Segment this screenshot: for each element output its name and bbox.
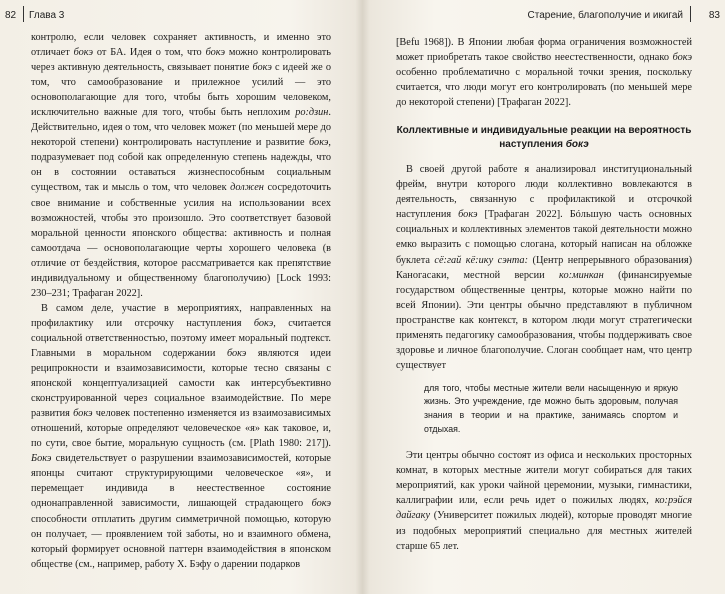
block-quote — [424, 382, 678, 436]
text-run: способности отплатить другим симметричной помощью, которую он получает, — проявлением той заботы, но и взаимного обмена, который формирует основной паттерн взаимодействия в японском обществе (см., например, работу Х. Бэфу о дарении подарков — [31, 513, 331, 570]
text-run: являются идеи реципрокности и взаимозависимости, которые тесно связаны с японской концептуализацией самости как интерсубъективно сконструированной через социальное взаимодействие. По мере развития — [31, 347, 332, 420]
text-run: можно контролировать через активную деятельность, связывает понятие — [31, 47, 331, 74]
italic-term: бокэ — [252, 62, 272, 74]
left-page — [0, 0, 362, 594]
text-run: от БА. Идея о том, что — [93, 47, 206, 59]
text-run: особенно проблематично с моральной точки зрения, поскольку считается, что люди могут его контролировать (по меньшей мере до некоторой степени) [Трафаган 2022]. — [396, 67, 692, 109]
italic-term: бокэ — [73, 408, 93, 420]
text-run: . Действительно, идея о том, что человек может (по меньшей мере до некоторой степени) контролировать наступление и развитие — [31, 107, 331, 149]
italic-term: Бокэ — [31, 453, 52, 465]
italic-term: ко:рэйся дайгаку — [396, 495, 692, 522]
italic-term: ро:дзин — [295, 107, 329, 119]
italic-term: бокэ — [73, 47, 94, 59]
paragraph — [31, 301, 331, 572]
text-run: (финансируемые государством общественные центры, которые можно найти по всей Японии). Эти центры обычно представляют в публичном пространстве как контекст, в котором люди могут стратегически применять педагогику самообразования, чтобы поддерживать свое здоровье и личное благополучие. Слоган сообщает нам, что центр существует — [396, 269, 692, 371]
text-run: с идеей же о том, что самообразование и прилежное усилий — это основополагающие для того, чтобы быть хорошим человеком, исключительно важные для того, чтобы быть неплохим — [31, 62, 331, 119]
text-run: , подразумевает под собой как определенную степень надежды, что он в состоянии оставаться жизнеспособным социальным существом, так и мысль о том, что человек — [31, 137, 331, 194]
italic-term: бокэ — [226, 347, 247, 359]
page-number: 83 — [708, 10, 720, 21]
text-run: свидетельствует о разрушении взаимозависимостей, которые японцы считают структурирующими человеческое «я», и перемещает индивида в неестественное состояние однонаправленной зависимости, лишающей страдающего — [31, 453, 331, 510]
text-run: сосредоточить свое внимание и собственные усилия на использовании всех возможностей, чтобы это произошло. Это соответствует базовой моральной ценности японского общества: активность и полная самоотдача — основополагающие черты хорошего человека (в отличие от бездействия, которое рассматривается как препятствие индивидуальному и общественному благополучию) [Lock 1993: 230–231; Трафаган 2022]. — [31, 182, 331, 299]
paragraph-continued — [396, 35, 692, 110]
italic-term: должен — [230, 182, 264, 194]
italic-term: бокэ — [565, 139, 589, 151]
text-run: , считается социальной ответственностью, поэтому имеет моральный подтекст. Главными в моральном содержании — [31, 317, 331, 359]
italic-term: бокэ — [672, 52, 692, 64]
text-run: человек постепенно изменяется из взаимозависимых отношений, которые определяют человеческое «я» как таковое, и, по сути, свое бытие, моральную сущность (см. [Plath 1980: 217]). — [31, 408, 332, 450]
text-run: (Центр непрерывного образования) Каногасаки, местной версии — [396, 254, 692, 281]
italic-term: бокэ — [253, 317, 274, 329]
text-run: [Befu 1968]). В Японии любая форма ограничения возможностей может приобретать такое свойство неестественности, однако — [396, 37, 692, 64]
text-run: контролю, если человек сохраняет активность, и именно это отличает — [31, 32, 331, 59]
paragraph — [396, 448, 692, 553]
header-rule — [690, 6, 691, 22]
italic-term: ко:минкан — [559, 269, 604, 281]
italic-term: бокэ — [309, 137, 329, 149]
section-heading — [396, 124, 692, 152]
italic-term: бокэ — [205, 47, 225, 59]
running-head: Глава 3 — [29, 10, 65, 21]
page-body — [31, 30, 331, 572]
text-run: Эти центры обычно состоят из офиса и нескольких просторных комнат, в которых местные жители могут собираться для таких мероприятий, как уроки чайной церемонии, музыки, гимнастики, каллиграфии или, если речь идет о пожилых людях, — [396, 450, 692, 507]
running-head: Старение, благополучие и икигай — [527, 10, 683, 21]
right-page — [362, 0, 725, 594]
paragraph-continued — [31, 30, 331, 301]
page-number: 82 — [5, 10, 17, 21]
italic-term: сё:гай кё:ику сэнта: — [434, 254, 529, 266]
text-run: Коллективные и индивидуальные реакции на вероятность наступления — [396, 125, 692, 151]
paragraph — [396, 162, 692, 373]
text-run: В своей другой работе я анализировал институциональный фрейм, внутри которого люди коллективно вовлекаются в деятельность, связанную с профилактикой и отсрочкой наступления — [396, 164, 692, 221]
text-run: В самом деле, участие в мероприятиях, направленных на профилактику или отсрочку наступления — [31, 302, 331, 329]
text-run: для того, чтобы местные жители вели насыщенную и яркую жизнь. Это учреждение, где можно быть здоровым, получая знания в теории и на практике, занимаясь спортом и отдыхая. — [424, 382, 678, 434]
text-run: (Университет пожилых людей), которые проводят многие из подобных мероприятий специально для местных жителей старше 65 лет. — [396, 510, 692, 552]
text-run: [Трафаган 2022]. Бóльшую часть основных социальных и коллективных элементов такой деятельности можно емко выразить с помощью слогана, который написан на обложке буклета — [396, 209, 692, 266]
italic-term: бокэ — [311, 498, 331, 510]
italic-term: бокэ — [458, 209, 478, 221]
header-rule — [23, 6, 24, 22]
page-body — [396, 35, 692, 554]
